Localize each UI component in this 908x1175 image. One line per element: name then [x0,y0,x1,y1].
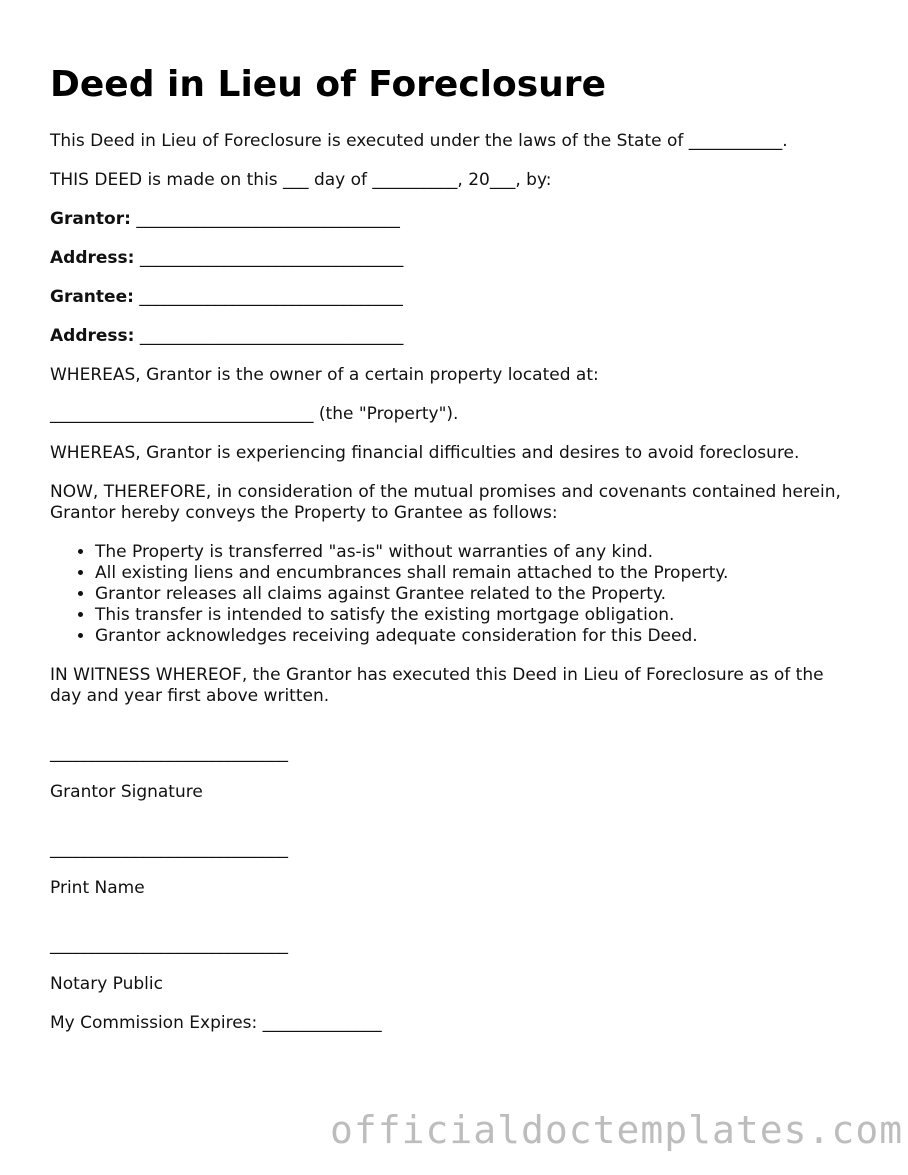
list-item: • This transfer is intended to satisfy the existing mortgage obligation. [95,605,850,626]
list-item: • Grantor acknowledges receiving adequate consideration for this Deed. [95,626,850,647]
watermark: officialdoctemplates.com [330,1108,904,1152]
notary-public-label: Notary Public [50,974,163,994]
grantee-label: Grantee: [50,287,134,307]
commission-expires-line: My Commission Expires: ______________ [50,1013,382,1033]
grantor-signature-label: Grantor Signature [50,782,203,802]
terms-list [50,542,850,647]
grantor-signature-line: ____________________________ [50,743,288,763]
grantor-field [50,209,850,230]
list-item: • The Property is transferred "as-is" without warranties of any kind. [95,542,850,563]
grantor-label: Grantor: [50,209,131,229]
notary-signature-line: ____________________________ [50,935,288,955]
whereas-difficulty-paragraph: WHEREAS, Grantor is experiencing financial difficulties and desires to avoid foreclosure. [50,443,800,463]
grantee-address-label: Address: [50,326,135,346]
grantee-address-blank: _______________________________ [139,326,404,346]
date-line: THIS DEED is made on this ___ day of __________, 20___, by: [50,170,552,190]
print-name-line: ____________________________ [50,839,288,859]
whereas-property-paragraph: WHEREAS, Grantor is the owner of a certain property located at: [50,365,599,385]
grantor-address-blank: _______________________________ [139,248,404,268]
document-page [50,62,850,1052]
list-item: • Grantor releases all claims against Grantee related to the Property. [95,584,850,605]
grantor-address-label: Address: [50,248,135,268]
witness-paragraph: IN WITNESS WHEREOF, the Grantor has executed this Deed in Lieu of Foreclosure as of the day and year first above written. [50,665,829,706]
intro-paragraph: This Deed in Lieu of Foreclosure is executed under the laws of the State of ___________. [50,131,788,151]
document-title: Deed in Lieu of Foreclosure [50,64,606,105]
now-therefore-paragraph: NOW, THEREFORE, in consideration of the mutual promises and covenants contained herein, Grantor hereby conveys the Property to Grantee as follows: [50,482,847,523]
grantor-address-field [50,248,850,269]
print-name-label: Print Name [50,878,145,898]
grantee-field [50,287,850,308]
grantee-address-field [50,326,850,347]
list-item: • All existing liens and encumbrances shall remain attached to the Property. [95,563,850,584]
grantee-blank: _______________________________ [139,287,403,307]
property-line: _______________________________ (the "Property"). [50,404,459,424]
grantor-blank: _______________________________ [136,209,400,229]
